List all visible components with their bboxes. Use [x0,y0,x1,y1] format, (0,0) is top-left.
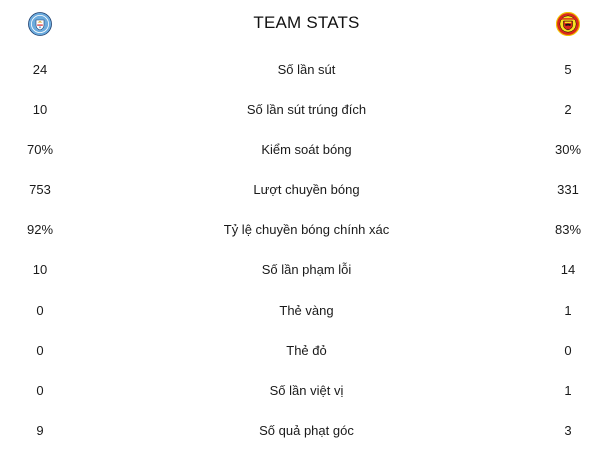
home-value: 24 [32,62,48,77]
away-value: 1 [564,302,572,318]
home-value: 92% [26,222,54,238]
stat-label: Tỷ lệ chuyền bóng chính xác [223,222,390,238]
away-value: 0 [564,342,572,358]
home-value: 10 [32,102,48,118]
stat-label: Số lần việt vị [269,382,344,398]
stat-row-pass-accuracy [0,210,613,250]
stat-label: Lượt chuyền bóng [253,182,360,198]
home-value: 753 [29,182,51,198]
away-value: 2 [564,102,572,118]
stat-label: Số lần sút trúng đích [246,102,367,118]
stat-label: Số lần sút [277,62,336,77]
home-value: 0 [36,382,44,398]
home-value: 10 [32,262,48,278]
stat-label: Số quả phạt góc [259,422,354,438]
away-value: 14 [560,262,576,278]
stats-table [0,50,613,451]
stat-row-red-cards [0,331,613,371]
stat-row-shots [0,50,613,90]
stat-row-fouls [0,250,613,290]
away-value: 83% [554,222,582,238]
home-value: 0 [36,342,44,358]
stats-header [0,0,613,50]
manchester-united-crest-icon [556,12,580,36]
away-value: 3 [564,422,572,438]
stat-label: Thẻ đỏ [286,342,327,358]
stat-row-shots-on-target [0,90,613,130]
stat-label: Số lần phạm lỗi [261,262,352,278]
stat-row-offsides [0,371,613,411]
home-value: 0 [36,302,44,318]
home-value: 9 [36,422,44,438]
away-value: 1 [564,382,572,398]
stat-row-corners [0,411,613,451]
stat-label: Thẻ vàng [279,302,334,318]
away-value: 331 [557,182,579,198]
page-title: TEAM STATS [253,13,360,32]
stat-row-yellow-cards [0,291,613,331]
stat-label: Kiểm soát bóng [261,142,352,158]
away-value: 30% [554,142,582,158]
stat-row-passes [0,170,613,210]
stat-row-possession [0,130,613,170]
away-value: 5 [564,62,572,77]
home-value: 70% [26,142,54,158]
